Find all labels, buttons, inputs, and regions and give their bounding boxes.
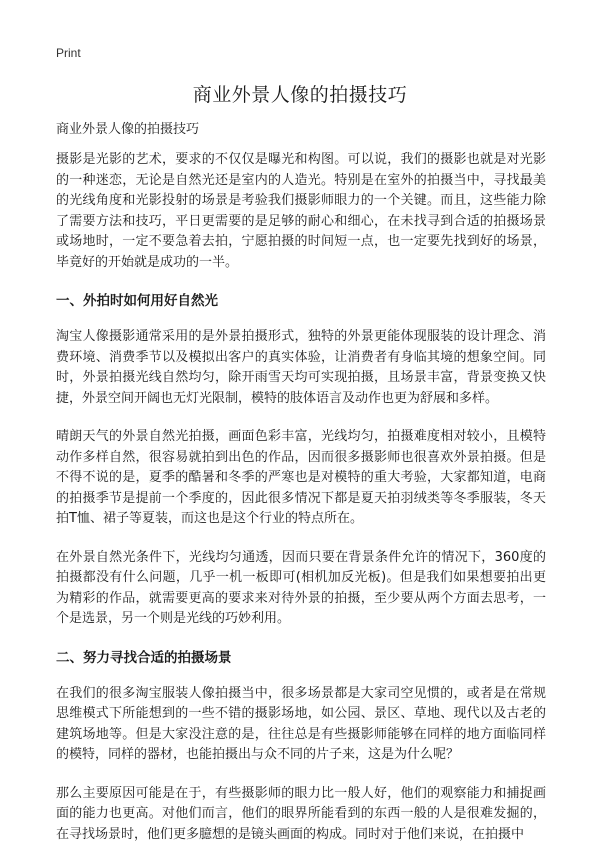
paragraph-intro: 摄影是光影的艺术，要求的不仅仅是曝光和构图。可以说，我们的摄影也就是对光影的一种迷恋，无论是自然光还是室内的人造光。特别是在室外的拍摄当中，寻找最美的光线角度和光影投射的场景是考验我们摄影师眼力的一个关键。而且，这些能力除了需要方法和技巧，平日更需要的是足够的耐心和细心，在未找寻到合适的拍摄场景或场地时，一定不要急着去拍，宁愿拍摄的时间短一点，也一定要先找到好的场景，毕竟好的开始就是成功的一半。: [56, 152, 546, 270]
page-title: 商业外景人像的拍摄技巧: [192, 84, 408, 106]
print-label[interactable]: Print: [56, 46, 81, 60]
page-subtitle: 商业外景人像的拍摄技巧: [56, 122, 200, 137]
paragraph-photographer-eye: 那么主要原因可能是在于，有些摄影师的眼力比一般人好，他们的观察能力和捕捉画面的能力也更高。对他们而言，他们的眼界所能看到的东西一般的人是很难发掘的，在寻找场景时，他们更多臆想的是镜头画面的构成。同时对于他们来说，在拍摄中: [56, 785, 546, 842]
paragraph-sunny-weather: 晴朗天气的外景自然光拍摄，画面色彩丰富，光线均匀，拍摄难度相对较小，且模特动作多样自然，很容易就拍到出色的作品，因而很多摄影师也很喜欢外景拍摄。但是不得不说的是，夏季的酷暑和冬季的严寒也是对模特的重大考验，大家都知道，电商的拍摄季节是提前一个季度的，因此很多情况下都是夏天拍羽绒类等冬季服装，冬天拍T恤、裙子等夏装，而这也是这个行业的特点所在。: [56, 429, 546, 526]
section-heading-natural-light: 一、外拍时如何用好自然光: [56, 293, 218, 309]
article-body: [56, 150, 546, 863]
paragraph-outdoor-shooting: 淘宝人像摄影通常采用的是外景拍摄形式，独特的外景更能体现服装的设计理念、消费环境、消费季节以及模拟出客户的真实体验，让消费者有身临其境的想象空间。同时，外景拍摄光线自然均匀，除开雨雪天均可实现拍摄，且场景丰富，背景变换又快捷，外景空间开阔也无灯光限制，模特的肢体语言及动作也更为舒展和多样。: [56, 329, 546, 406]
section-heading-find-scene: 二、努力寻找合适的拍摄场景: [56, 649, 232, 666]
paragraph-natural-light-conditions: 在外景自然光条件下，光线均匀通透，因而只要在背景条件允许的情况下，360度的拍摄都没有什么问题，几乎一机一板即可(相机加反光板)。但是我们如果想要拍出更为精彩的作品，就需要更高的要求来对待外景的拍摄，至少要从两个方面去思考，一个是选景，另一个则是光线的巧妙利用。: [56, 549, 546, 626]
paragraph-common-scenes: 在我们的很多淘宝服装人像拍摄当中，很多场景都是大家司空见惯的，或者是在常规思维模式下所能想到的一些不错的摄影场地，如公园、景区、草地、现代以及古老的建筑场地等。但是大家没注意的是，往往总是有些摄影师能够在同样的地方面临同样的模特，同样的器材，也能拍摄出与众不同的片子来，这是为什么呢？: [56, 685, 546, 762]
